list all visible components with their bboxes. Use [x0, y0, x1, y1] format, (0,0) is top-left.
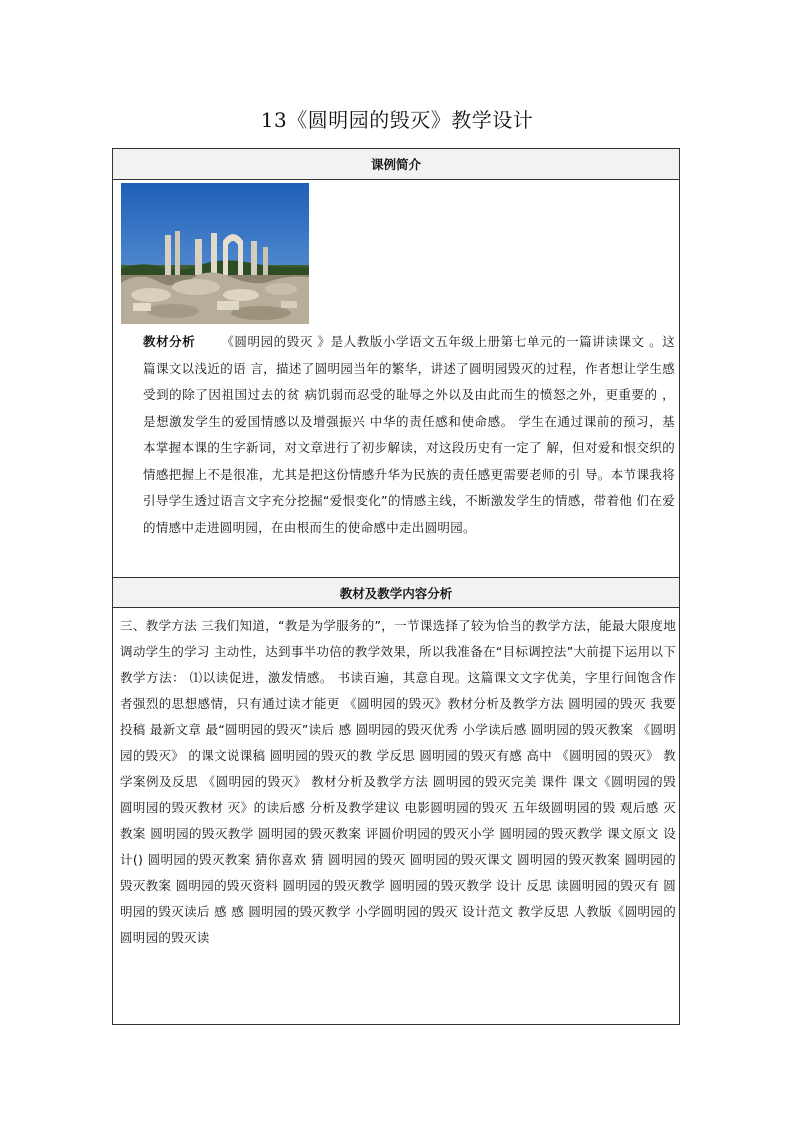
section-header-overview: 课例简介 — [113, 149, 679, 180]
section-header-content-analysis: 教材及教学内容分析 — [113, 577, 679, 608]
textbook-analysis-label: 教材分析 — [143, 334, 196, 349]
textbook-analysis-text: 《圆明园的毁灭 》是人教版小学语文五年级上册第七单元的一篇讲读课文 。这篇课文以浅近的语 言，描述了圆明园当年的繁华，讲述了圆明园毁灭的过程，作者想让学生感受到的除了因祖国过去的贫 病饥弱而忍受的耻辱之外以及由此而生的愤怒之外，更重要的 ，是想激发学生的爱国情感以及增强振兴 中华的责任感和使命感。 学生在通过课前的预习，基本掌握本课的生字新词，对文章进行了初步解读，对这段历史有一定了 解，但对爱和恨交织的情感把握上不是很准，尤其是把这份情感升华为民族的责任感更需要老师的引 导。本节课我将引导学生透过语言文字充分挖掘“爱恨变化”的情感主线，不断激发学生的情感，带着他 们在爱的情感中走进圆明园，在由根而生的使命感中走出圆明园。 — [143, 334, 676, 535]
textbook-analysis-paragraph — [143, 329, 675, 541]
lesson-table — [112, 148, 680, 1025]
document-title: 13《圆明园的毁灭》教学设计 — [260, 108, 534, 132]
ruins-photo — [121, 183, 309, 324]
teaching-method-paragraph: 三、教学方法 三我们知道，“教是为学服务的”，一节课选择了较为恰当的教学方法，能最大限度地调动学生的学习 主动性，达到事半功倍的教学效果，所以我准备在“目标调控法”大前提下运用以下教学方法： ⑴以读促进，激发情感。 书读百遍，其意自现。这篇课文文字优美，字里行间饱含作者强烈的思想感情，只有通过读才能更 《圆明园的毁灭》教材分析及教学方法 圆明园的毁灭 我要投稿 最新文章 最“圆明园的毁灭”读后 感 圆明园的毁灭优秀 小学读后感 圆明园的毁灭教案 《圆明园的毁灭》 的课文说课稿 圆明园的毁灭的教 学反思 圆明园的毁灭有感 高中 《圆明园的毁灭》 教学案例及反思 《圆明园的毁灭》 教材分析及教学方法 圆明园的毁灭完美 课件 课文《圆明园的毁 圆明园的毁灭教材 灭》的读后感 分析及教学建议 电影圆明园的毁灭 五年级圆明园的毁 观后感 灭教案 圆明园的毁灭教学 圆明园的毁灭教案 评圆价明园的毁灭小学 圆明园的毁灭教学 课文原文 设计() 圆明园的毁灭教案 猜你喜欢 猜 圆明园的毁灭 圆明园的毁灭课文 圆明园的毁灭教案 圆明园的毁灭教案 圆明园的毁灭资料 圆明园的毁灭教学 圆明园的毁灭教学 设计 反思 读圆明园的毁灭有 圆明园的毁灭读后 感 感 圆明园的毁灭教学 小学圆明园的毁灭 设计范文 教学反思 人教版《圆明园的 圆明园的毁灭读 — [120, 618, 676, 945]
